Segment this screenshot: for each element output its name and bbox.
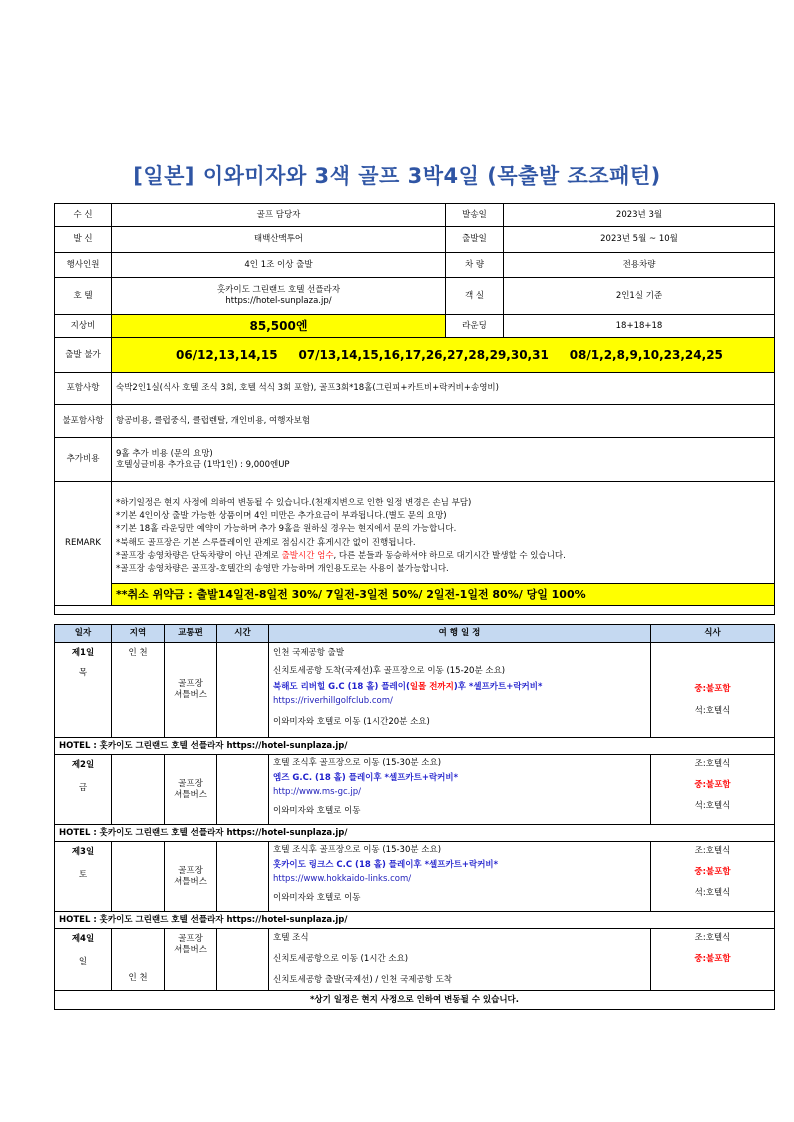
group-value: 4인 1조 이상 출발 [112,253,446,278]
day-3-plan [269,842,651,912]
day-2-plan [269,755,651,825]
header-time: 시간 [217,625,269,643]
day-3-meal-dinner: 석:호텔식 [694,888,731,898]
group-label: 행사인원 [55,253,112,278]
day-1-label: 제1일 [71,648,95,658]
day-1-plan [269,643,651,738]
header-transport: 교통편 [165,625,217,643]
day-2-meal [651,755,775,825]
day-2-date [55,755,112,825]
day-1-date [55,643,112,738]
day-3-weekday: 토 [78,869,88,880]
header-region: 지역 [112,625,165,643]
rounding-label: 라운딩 [446,315,504,338]
footer-note: *상기 일정은 현지 사정으로 인하여 변동될 수 있습니다. [55,991,775,1010]
cancel-policy: **취소 위약금 : 출발14일전-8일전 30%/ 7일전-3일전 50%/ 2일전-1일전 80%/ 당일 100% [112,584,775,606]
remark-line-5 [116,550,770,563]
day-1-hotel: HOTEL : 홋카이도 그린랜드 호텔 선플라자 https://hotel-sunplaza.jp/ [55,738,775,755]
depart-date-value: 2023년 5월 ~ 10월 [504,227,775,253]
day-2-meal-breakfast: 조:호텔식 [694,759,731,769]
day-3-date [55,842,112,912]
page-title: [일본] 이와미자와 3색 골프 3박4일 (목출발 조조패턴) [133,164,661,188]
remark-5-text-a: *골프장 송영차량은 단독차량이 아닌 관계로 [116,550,282,561]
day-3-region [112,842,165,912]
day-2-transport-line-2: 셔틀버스 [174,789,207,800]
day-1-golf-link[interactable]: https://riverhillgolfclub.com/ [273,696,393,706]
day-3-label: 제3일 [71,847,95,857]
day-4-region: 인 천 [112,929,165,991]
day-4-plan-line-3: 신치토세공항 출발(국제선) / 인천 국제공항 도착 [273,975,453,985]
day-1-meal [651,643,775,738]
day-1-meal-breakfast [655,662,770,680]
day-3-plan-line-1: 호텔 조식후 골프장으로 이동 (15-30분 소요) [273,845,442,855]
day-3-golf-course: 홋카이도 링크스 C.C (18 홀) 플레이후 *셀프카트+락커비* [273,860,499,870]
day-1-weekday: 목 [78,667,88,678]
included-label: 포함사항 [55,373,112,405]
sent-date-label: 발송일 [446,204,504,227]
price-label: 지상비 [55,315,112,338]
remark-line-3: *기본 18홀 라운딩만 예약이 가능하며 추가 9홀을 원하실 경우는 현지에서 문의 가능합니다. [116,524,457,535]
unavailable-jul: 07/13,14,15,16,17,26,27,28,29,30,31 [298,347,549,362]
room-label: 객 실 [446,278,504,315]
remark-line-4: *북해도 골프장은 기본 스루플레이인 관계로 점심시간 휴게시간 없이 진행됩니다. [116,537,416,548]
day-4-date [55,929,112,991]
remark-5-highlight: 출발시간 엄수 [281,550,334,561]
day-4-transport [165,929,217,991]
day-1-plan-line-2: 신치토세공항 도착(국제선)후 골프장으로 이동 (15-20분 소요) [273,666,506,676]
day-3-transport-line-1: 골프장 [178,865,203,876]
schedule-table [54,624,775,1010]
day-2-golf-link[interactable]: http://www.ms-gc.jp/ [273,787,361,797]
day-1-golf-extra: )후 *셀프카트+락커비* [453,682,543,692]
day-1-plan-line-1: 인천 국제공항 출발 [273,648,345,658]
day-4-time [217,929,269,991]
day-4-transport-line-1: 골프장 [178,934,203,944]
day-2-transport-line-1: 골프장 [178,778,203,789]
day-1-transport-line-2: 셔틀버스 [174,690,207,700]
header-date: 일자 [55,625,112,643]
day-3-time [217,842,269,912]
day-2-plan-line-1: 호텔 조식후 골프장으로 이동 (15-30분 소요) [273,758,442,768]
unavailable-label: 출발 불가 [55,338,112,373]
day-4-plan [269,929,651,991]
price-value: 85,500엔 [112,315,446,338]
day-1-transport [165,643,217,738]
hotel-name: 홋카이도 그린랜드 호텔 선플라자 [216,285,341,296]
recipient-value: 골프 담당자 [112,204,446,227]
sent-date-value: 2023년 3월 [504,204,775,227]
day-1-region: 인 천 [112,643,165,738]
vehicle-label: 차 량 [446,253,504,278]
day-2-weekday: 금 [78,782,88,793]
sender-label: 발 신 [55,227,112,253]
day-1-transport-line-1: 골프장 [178,679,203,690]
day-1-time [217,643,269,738]
excluded-value: 항공비용, 클럽중식, 클럽렌탈, 개인비용, 여행자보험 [112,405,775,438]
day-4-meal [651,929,775,991]
room-value: 2인1실 기준 [504,278,775,315]
day-2-plan-line-4: 이와미자와 호텔로 이동 [273,806,361,816]
day-4-meal-breakfast: 조:호텔식 [694,933,731,943]
day-4-plan-line-2: 신치토세공항으로 이동 (1시간 소요) [273,954,409,964]
rounding-value: 18+18+18 [504,315,775,338]
extra-line-1: 9홀 추가 비용 (문의 요망) [116,448,213,459]
day-1-plan-line-5: 이와미자와 호텔로 이동 (1시간20분 소요) [273,717,430,727]
day-3-meal-lunch: 중:불포함 [694,867,731,877]
day-4-transport-line-2: 셔틀버스 [174,944,207,955]
day-4-plan-line-1: 호텔 조식 [273,933,309,943]
included-value: 숙박2인1실(식사 호텔 조식 3회, 호텔 석식 3회 포함), 골프3회*18홀(그린피+카트비+락커비+송영비) [112,373,775,405]
day-2-transport [165,755,217,825]
day-4-label: 제4일 [71,934,95,944]
day-1-meal-dinner: 석:호텔식 [694,706,731,716]
remark-label: REMARK [55,482,112,606]
extra-label: 추가비용 [55,438,112,482]
day-2-meal-dinner: 석:호텔식 [694,801,731,811]
day-3-golf-link[interactable]: https://www.hokkaido-links.com/ [273,874,412,884]
vehicle-value: 전용차량 [504,253,775,278]
day-2-golf-course: 엠즈 G.C. (18 홀) 플레이후 *셀프카트+락커비* [273,773,459,783]
excluded-label: 불포함사항 [55,405,112,438]
header-meal: 식사 [651,625,775,643]
day-2-time [217,755,269,825]
depart-date-label: 출발일 [446,227,504,253]
day-4-weekday: 일 [78,956,88,967]
extra-line-2: 호텔싱글비용 추가요금 (1박1인) : 9,000엔UP [116,459,290,470]
remark-line-6: *골프장 송영차량은 골프장-호텔간의 송영만 가능하며 개인용도로는 사용이 불가능합니다. [116,563,449,574]
day-4-meal-lunch: 중:불포함 [694,954,731,964]
extra-value [112,438,775,482]
remark-5-text-c: , 다른 분들과 동승하셔야 하므로 대기시간 발생할 수 있습니다. [333,550,566,561]
day-2-label: 제2일 [71,760,95,770]
day-2-meal-lunch: 중:불포함 [694,780,731,790]
remark-line-1: *하기일정은 현지 사정에 의하여 변동될 수 있습니다.(천재지변으로 인한 일정 변경은 손님 부담) [116,497,472,508]
day-1-golf-course: 북해도 리버힐 G.C (18 홀) 플레이( [273,682,410,692]
day-3-meal [651,842,775,912]
day-3-meal-breakfast: 조:호텔식 [694,846,731,856]
day-3-transport-line-2: 셔틀버스 [174,876,207,887]
header-plan: 여 행 일 정 [269,625,651,643]
day-3-transport [165,842,217,912]
remark-value [112,482,775,584]
day-1-meal-lunch: 중:불포함 [694,684,731,694]
spacer-row [55,606,775,615]
hotel-label: 호 텔 [55,278,112,315]
day-1-plan-line-3 [273,680,646,694]
day-2-hotel: HOTEL : 홋카이도 그린랜드 호텔 선플라자 https://hotel-sunplaza.jp/ [55,825,775,842]
day-1-golf-note: 일몰 전까지 [409,682,454,692]
sender-value: 태백산맥투어 [112,227,446,253]
hotel-url: https://hotel-sunplaza.jp/ [225,296,332,306]
unavailable-aug: 08/1,2,8,9,10,23,24,25 [569,347,723,362]
hotel-value [112,278,446,315]
unavailable-jun: 06/12,13,14,15 [176,347,278,362]
day-3-plan-line-4: 이와미자와 호텔로 이동 [273,893,361,903]
recipient-label: 수 신 [55,204,112,227]
day-3-hotel: HOTEL : 홋카이도 그린랜드 호텔 선플라자 https://hotel-sunplaza.jp/ [55,912,775,929]
remark-line-2: *기본 4인이상 출발 가능한 상품이며 4인 미만은 추가요금이 부과됩니다.(별도 문의 요망) [116,511,447,522]
info-table [54,203,775,615]
unavailable-dates [112,338,775,373]
day-2-region [112,755,165,825]
